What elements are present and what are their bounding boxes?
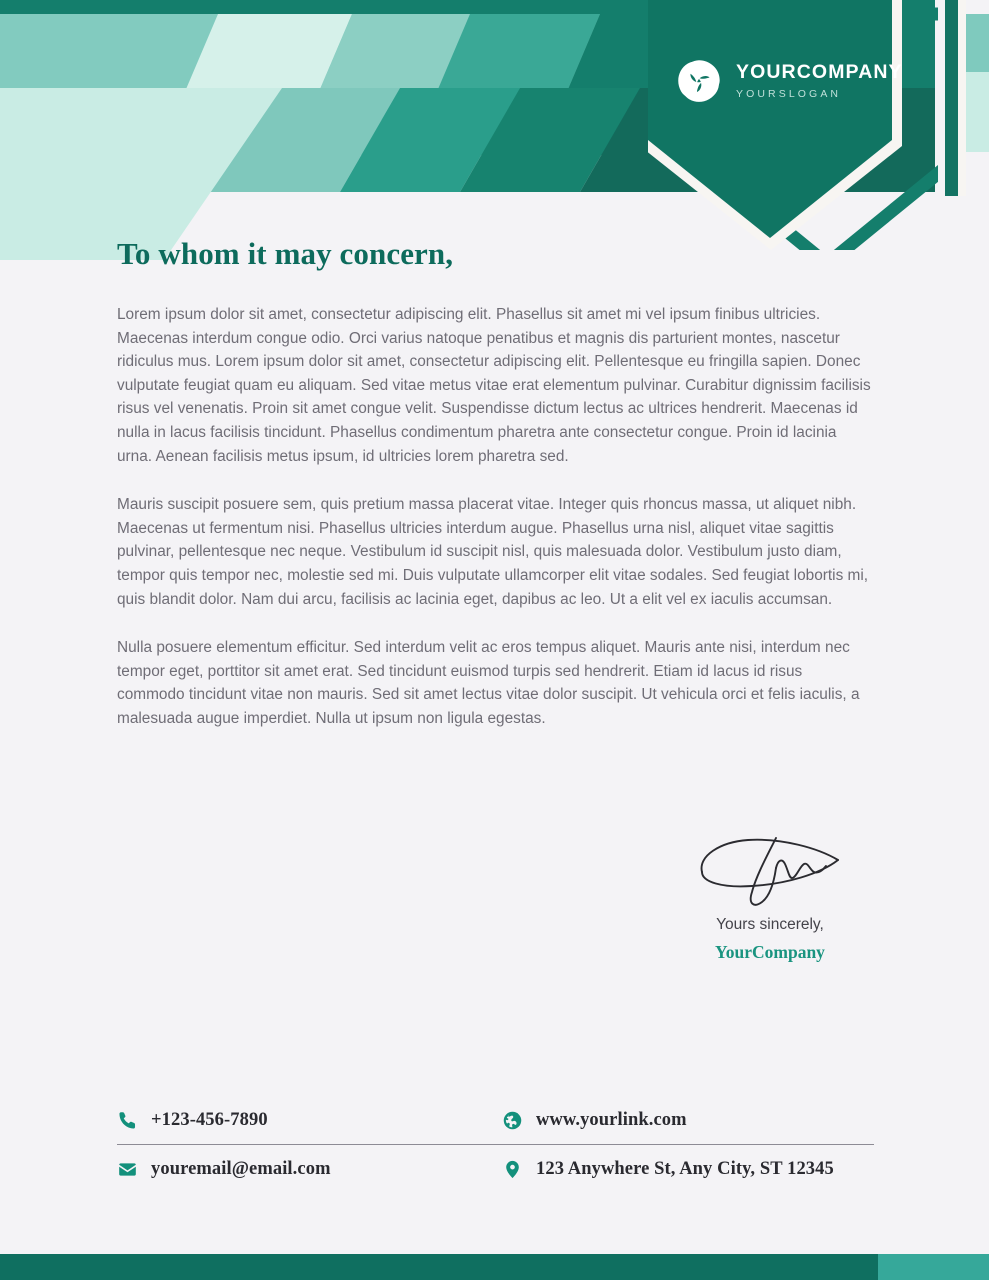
signature-block	[650, 832, 890, 963]
paragraph-1: Lorem ipsum dolor sit amet, consectetur adipiscing elit. Phasellus sit amet mi vel ipsum finibus ultricies. Maecenas interdum congue odio. Orci varius natoque penatibus et magnis dis parturient montes, nascetur ridiculus mus. Lorem ipsum dolor sit amet, consectetur adipiscing elit. Pellentesque eu fringilla sapien. Donec vulputate feugiat quam eu aliquam. Sed vitae metus vitae erat elementum pulvinar. Curabitur dignissim facilisis risus vel venenatis. Proin sit amet congue velit. Suspendisse dictum lectus ac ultrices hendrerit. Maecenas id nulla in lacus facilisis tincidunt. Phasellus condimentum pharetra ante consectetur congue. Proin id lacinia urna. Aenean facilisis metus ipsum, id ultricies lorem pharetra sed.	[117, 306, 871, 465]
bottom-bar-dark-segment	[0, 1254, 878, 1280]
right-teal-block-shape	[966, 14, 989, 72]
signature-scribble-icon	[690, 832, 850, 910]
paragraph-2: Mauris suscipit posuere sem, quis pretium massa placerat vitae. Integer quis rhoncus massa, ut aliquet nibh. Maecenas ut fermentum nisi. Phasellus ultricies interdum augue. Phasellus urna nisl, aliquet vitae sagittis pulvinar, pellentesque nec neque. Vestibulum id suscipit nisl, quis malesuada dolor. Vestibulum justo diam, tempor quis tempor nec, molestie sed mi. Duis vulputate ullamcorper elit vitae sodales. Sed feugiat lobortis mi, quis blandit dolor. Nam dui arcu, facilisis ac lacinia eget, dapibus ac leo. Ut a elit vel ex iaculis accumsan.	[117, 496, 869, 608]
right-green-bar-shape	[945, 0, 958, 196]
right-white-bar-shape	[958, 0, 966, 196]
footer-address-text: 123 Anywhere St, Any City, ST 12345	[536, 1158, 834, 1179]
location-pin-icon	[502, 1159, 523, 1180]
company-name: YOURCOMPANY	[736, 60, 903, 83]
salutation: To whom it may concern,	[117, 236, 454, 271]
bottom-bar	[0, 1254, 989, 1280]
globe-icon	[502, 1110, 523, 1131]
signature-closing: Yours sincerely,	[716, 916, 824, 933]
footer-row-bottom	[117, 1145, 874, 1193]
letter-body	[117, 236, 874, 731]
footer	[117, 1096, 874, 1193]
company-slogan: YOURSLOGAN	[736, 88, 842, 100]
footer-email-text: youremail@email.com	[151, 1158, 331, 1179]
spiral-pinwheel-icon	[676, 58, 722, 104]
footer-email[interactable]	[117, 1159, 502, 1180]
banner-pentagon-shape	[648, 0, 892, 238]
bottom-bar-light-segment	[878, 1254, 989, 1280]
paragraph-3: Nulla posuere elementum efficitur. Sed interdum velit ac eros tempus aliquet. Mauris ante nisi, interdum nec tempor eget, porttitor sit amet erat. Sed tincidunt euismod turpis sed hendrerit. Etiam id lacus id risus commodo tincidunt vitae non mauris. Sed sit amet lectus vitae dolor suscipit. Ut vehicula orci et felis iaculis, a malesuada augue imperdiet. Nulla ut ipsum non ligula egestas.	[117, 639, 860, 727]
footer-website-text: www.yourlink.com	[536, 1109, 687, 1130]
footer-row-top	[117, 1096, 874, 1144]
phone-icon	[117, 1110, 138, 1131]
footer-address[interactable]	[502, 1159, 874, 1180]
footer-website[interactable]	[502, 1110, 874, 1131]
signature-company: YourCompany	[715, 942, 825, 962]
footer-phone[interactable]	[117, 1110, 502, 1131]
footer-phone-text: +123-456-7890	[151, 1109, 268, 1130]
logo-lockup	[676, 58, 903, 104]
envelope-icon	[117, 1159, 138, 1180]
brand-banner	[648, 0, 938, 246]
right-mint-block-shape	[966, 72, 989, 152]
